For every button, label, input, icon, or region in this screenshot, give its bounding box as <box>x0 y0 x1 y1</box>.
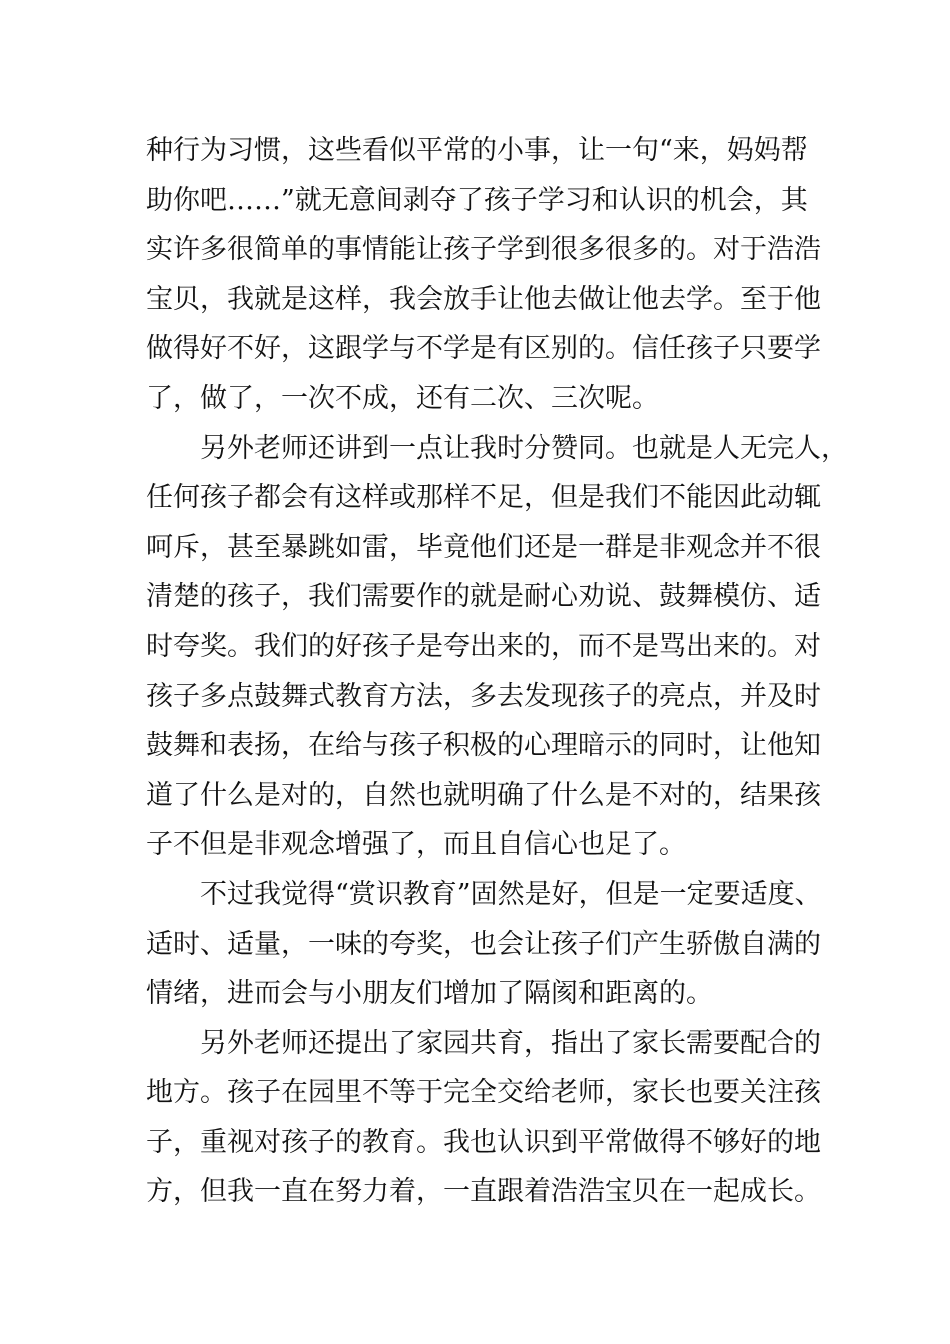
paragraph-4 <box>146 1019 826 1217</box>
text-line: 了，做了，一次不成，还有二次、三次呢。 <box>146 382 659 414</box>
text-line: 时夸奖。我们的好孩子是夸出来的，而不是骂出来的。对 <box>146 630 821 662</box>
text-line: 鼓舞和表扬，在给与孩子积极的心理暗示的同时，让他知 <box>146 730 821 762</box>
text-line: 不过我觉得“赏识教育”固然是好，但是一定要适度、 <box>200 878 822 910</box>
paragraph-1 <box>146 126 826 424</box>
text-line: 适时、适量，一味的夸奖，也会让孩子们产生骄傲自满的 <box>146 928 821 960</box>
text-line: 助你吧……”就无意间剥夺了孩子学习和认识的机会，其 <box>146 184 808 216</box>
text-line: 方，但我一直在努力着，一直跟着浩浩宝贝在一起成长。 <box>146 1176 821 1208</box>
text-line: 任何孩子都会有这样或那样不足，但是我们不能因此动辄 <box>146 482 821 514</box>
text-line: 另外老师还讲到一点让我时分赞同。也就是人无完人， <box>200 432 848 464</box>
paragraph-2 <box>146 424 848 870</box>
text-line: 情绪，进而会与小朋友们增加了隔阂和距离的。 <box>146 978 713 1010</box>
text-line: 道了什么是对的，自然也就明确了什么是不对的，结果孩 <box>146 779 821 811</box>
text-line: 子，重视对孩子的教育。我也认识到平常做得不够好的地 <box>146 1126 821 1158</box>
text-line: 地方。孩子在园里不等于完全交给老师，家长也要关注孩 <box>146 1077 821 1109</box>
text-line: 实许多很简单的事情能让孩子学到很多很多的。对于浩浩 <box>146 234 821 266</box>
text-line: 清楚的孩子，我们需要作的就是耐心劝说、鼓舞模仿、适 <box>146 581 821 613</box>
text-line: 做得好不好，这跟学与不学是有区别的。信任孩子只要学 <box>146 333 821 365</box>
text-line: 宝贝，我就是这样，我会放手让他去做让他去学。至于他 <box>146 283 821 315</box>
text-line: 另外老师还提出了家园共育，指出了家长需要配合的 <box>200 1027 821 1059</box>
paragraph-3 <box>146 870 826 1019</box>
text-line: 孩子多点鼓舞式教育方法，多去发现孩子的亮点，并及时 <box>146 680 821 712</box>
text-line: 种行为习惯，这些看似平常的小事，让一句“来，妈妈帮 <box>146 135 808 166</box>
document-body <box>146 126 848 1217</box>
text-line: 子不但是非观念增强了，而且自信心也足了。 <box>146 829 686 861</box>
text-line: 呵斥，甚至暴跳如雷，毕竟他们还是一群是非观念并不很 <box>146 531 821 563</box>
